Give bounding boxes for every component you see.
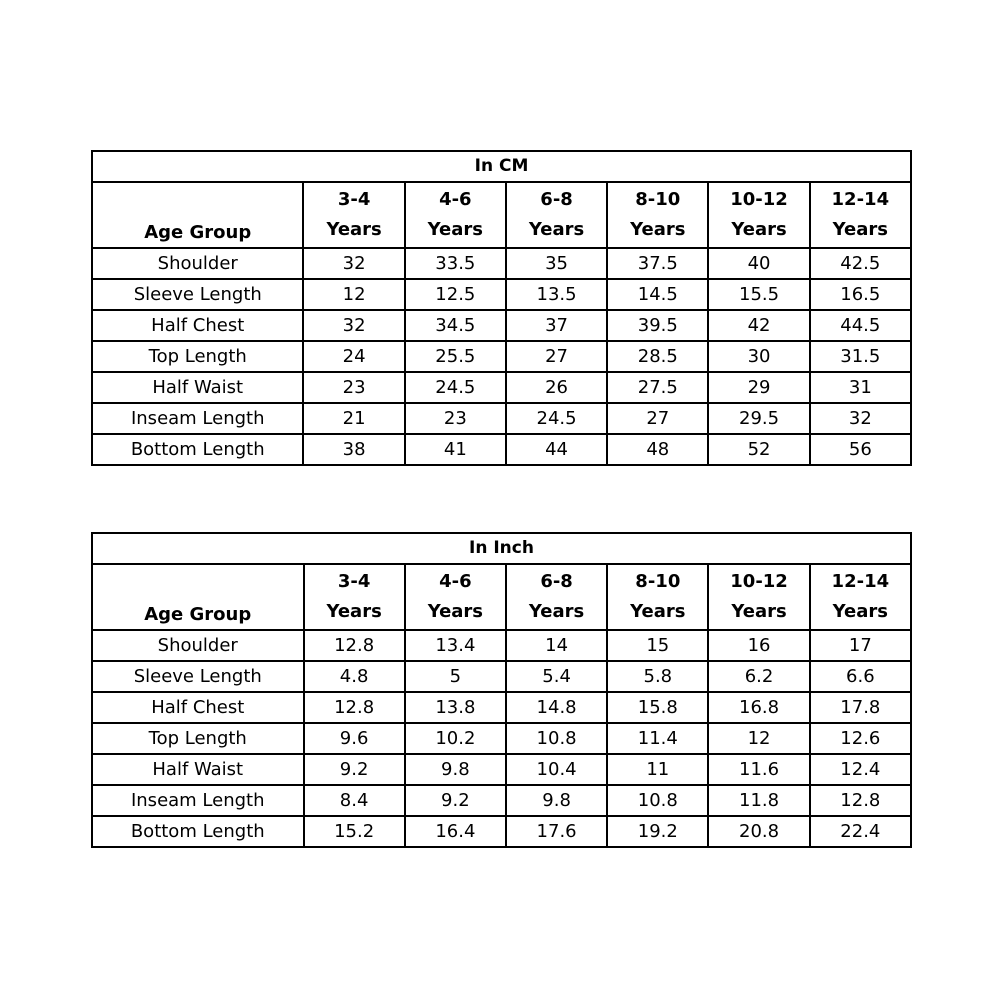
measurement-value: 37.5: [607, 248, 708, 279]
table-row: [92, 310, 911, 341]
measurement-value: 14.8: [506, 692, 607, 723]
measurement-value: 4.8: [304, 661, 405, 692]
table-row: [92, 341, 911, 372]
measurement-value: 16: [708, 630, 809, 661]
age-range: 10-12: [730, 571, 788, 592]
age-unit: Years: [427, 601, 484, 622]
measurement-value: 32: [810, 403, 911, 434]
measurement-value: 12.6: [810, 723, 911, 754]
measurement-value: 11: [607, 754, 708, 785]
age-range: 6-8: [540, 189, 573, 210]
measurement-value: 14: [506, 630, 607, 661]
measurement-value: 20.8: [708, 816, 809, 847]
measurement-value: 27: [607, 403, 708, 434]
measurement-label: Shoulder: [92, 248, 303, 279]
measurement-value: 17: [810, 630, 911, 661]
measurement-value: 9.8: [405, 754, 506, 785]
measurement-value: 31: [810, 372, 911, 403]
age-range: 6-8: [540, 571, 573, 592]
age-unit: Years: [326, 219, 382, 240]
measurement-value: 29: [708, 372, 809, 403]
age-range: 4-6: [439, 571, 472, 592]
measurement-value: 48: [607, 434, 708, 465]
measurement-label: Sleeve Length: [92, 279, 303, 310]
measurement-value: 13.5: [506, 279, 607, 310]
measurement-value: 12: [708, 723, 809, 754]
table-row: [92, 723, 911, 754]
age-unit: Years: [528, 219, 585, 240]
age-unit: Years: [427, 219, 483, 240]
age-unit: Years: [832, 219, 888, 240]
table-row: [92, 279, 911, 310]
age-group-header: Age Group: [92, 564, 304, 630]
age-unit: Years: [731, 601, 787, 622]
measurement-value: 42.5: [810, 248, 911, 279]
table-row: [92, 661, 911, 692]
table-row: [92, 630, 911, 661]
measurement-value: 24: [303, 341, 404, 372]
measurement-value: 6.6: [810, 661, 911, 692]
measurement-value: 44.5: [810, 310, 911, 341]
age-group-header: Age Group: [92, 182, 303, 248]
measurement-value: 23: [405, 403, 506, 434]
table-row: [92, 785, 911, 816]
age-range: 10-12: [730, 189, 788, 210]
measurement-value: 5: [405, 661, 506, 692]
age-range: 4-6: [439, 189, 472, 210]
age-unit: Years: [528, 601, 585, 622]
table-row: [92, 248, 911, 279]
age-column-header: [303, 182, 404, 248]
measurement-value: 24.5: [506, 403, 607, 434]
measurement-value: 9.6: [304, 723, 405, 754]
age-column-header: [506, 564, 607, 630]
measurement-value: 12.8: [304, 692, 405, 723]
measurement-value: 10.8: [607, 785, 708, 816]
table-title: In CM: [92, 151, 911, 182]
table-body: [92, 248, 911, 465]
age-unit: Years: [731, 219, 787, 240]
measurement-value: 12.8: [810, 785, 911, 816]
age-range: 8-10: [635, 189, 681, 210]
measurement-value: 29.5: [708, 403, 809, 434]
measurement-value: 16.4: [405, 816, 506, 847]
age-column-header: [708, 182, 809, 248]
table-row: [92, 403, 911, 434]
measurement-value: 32: [303, 248, 404, 279]
measurement-value: 26: [506, 372, 607, 403]
measurement-label: Half Waist: [92, 754, 304, 785]
measurement-label: Top Length: [92, 341, 303, 372]
measurement-value: 15: [607, 630, 708, 661]
measurement-value: 39.5: [607, 310, 708, 341]
measurement-value: 38: [303, 434, 404, 465]
measurement-value: 27.5: [607, 372, 708, 403]
measurement-label: Half Waist: [92, 372, 303, 403]
measurement-value: 19.2: [607, 816, 708, 847]
measurement-value: 10.8: [506, 723, 607, 754]
measurement-value: 16.5: [810, 279, 911, 310]
measurement-value: 42: [708, 310, 809, 341]
age-column-header: [708, 564, 809, 630]
age-unit: Years: [832, 601, 888, 622]
age-range: 12-14: [831, 571, 890, 592]
size-table-inch: [91, 532, 912, 848]
size-table-cm: [91, 150, 912, 466]
measurement-value: 56: [810, 434, 911, 465]
measurement-value: 41: [405, 434, 506, 465]
measurement-value: 12.5: [405, 279, 506, 310]
measurement-value: 12.8: [304, 630, 405, 661]
measurement-value: 12.4: [810, 754, 911, 785]
age-range: 3-4: [337, 189, 371, 210]
measurement-value: 21: [303, 403, 404, 434]
measurement-value: 5.4: [506, 661, 607, 692]
age-column-header: [607, 182, 708, 248]
measurement-value: 11.4: [607, 723, 708, 754]
measurement-value: 8.4: [304, 785, 405, 816]
measurement-value: 25.5: [405, 341, 506, 372]
measurement-value: 24.5: [405, 372, 506, 403]
measurement-value: 11.8: [708, 785, 809, 816]
table-row: [92, 692, 911, 723]
table-body: [92, 630, 911, 847]
measurement-label: Inseam Length: [92, 785, 304, 816]
age-range: 8-10: [635, 571, 681, 592]
measurement-value: 5.8: [607, 661, 708, 692]
age-column-header: [506, 182, 607, 248]
age-column-header: [405, 564, 506, 630]
age-column-header: [607, 564, 708, 630]
measurement-value: 13.8: [405, 692, 506, 723]
measurement-value: 13.4: [405, 630, 506, 661]
measurement-value: 10.2: [405, 723, 506, 754]
measurement-value: 32: [303, 310, 404, 341]
measurement-value: 9.2: [304, 754, 405, 785]
measurement-value: 9.8: [506, 785, 607, 816]
measurement-label: Shoulder: [92, 630, 304, 661]
age-unit: Years: [326, 601, 382, 622]
table-row: [92, 816, 911, 847]
measurement-label: Bottom Length: [92, 434, 303, 465]
measurement-value: 40: [708, 248, 809, 279]
measurement-value: 34.5: [405, 310, 506, 341]
measurement-value: 23: [303, 372, 404, 403]
measurement-value: 22.4: [810, 816, 911, 847]
measurement-label: Inseam Length: [92, 403, 303, 434]
measurement-value: 15.5: [708, 279, 809, 310]
table-row: [92, 434, 911, 465]
measurement-value: 11.6: [708, 754, 809, 785]
age-range: 12-14: [831, 189, 890, 210]
table-row: [92, 754, 911, 785]
table-title: In Inch: [92, 533, 911, 564]
measurement-value: 10.4: [506, 754, 607, 785]
measurement-value: 30: [708, 341, 809, 372]
measurement-value: 52: [708, 434, 809, 465]
measurement-value: 27: [506, 341, 607, 372]
measurement-value: 31.5: [810, 341, 911, 372]
measurement-label: Bottom Length: [92, 816, 304, 847]
age-column-header: [304, 564, 405, 630]
age-column-header: [405, 182, 506, 248]
measurement-value: 16.8: [708, 692, 809, 723]
measurement-label: Sleeve Length: [92, 661, 304, 692]
measurement-value: 12: [303, 279, 404, 310]
age-column-header: [810, 564, 911, 630]
age-range: 3-4: [337, 571, 371, 592]
measurement-value: 15.2: [304, 816, 405, 847]
measurement-label: Top Length: [92, 723, 304, 754]
measurement-value: 35: [506, 248, 607, 279]
measurement-value: 14.5: [607, 279, 708, 310]
age-column-header: [810, 182, 911, 248]
measurement-label: Half Chest: [92, 692, 304, 723]
measurement-label: Half Chest: [92, 310, 303, 341]
age-unit: Years: [630, 601, 686, 622]
measurement-value: 15.8: [607, 692, 708, 723]
measurement-value: 37: [506, 310, 607, 341]
measurement-value: 9.2: [405, 785, 506, 816]
table-row: [92, 372, 911, 403]
measurement-value: 33.5: [405, 248, 506, 279]
measurement-value: 6.2: [708, 661, 809, 692]
measurement-value: 17.8: [810, 692, 911, 723]
age-unit: Years: [630, 219, 686, 240]
measurement-value: 28.5: [607, 341, 708, 372]
measurement-value: 17.6: [506, 816, 607, 847]
measurement-value: 44: [506, 434, 607, 465]
